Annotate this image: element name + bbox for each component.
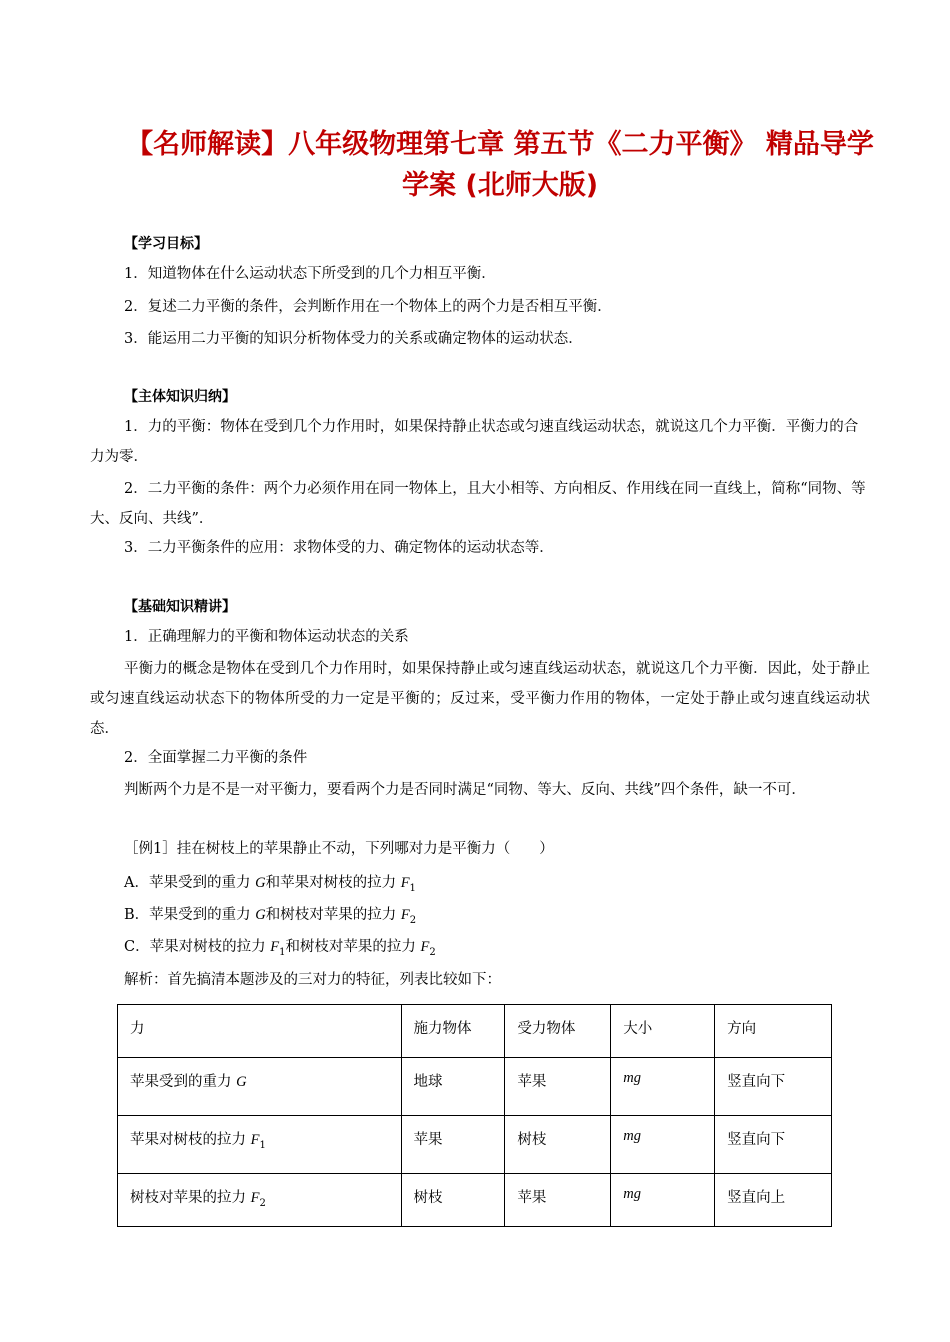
table-cell-to: 苹果 [505, 1058, 611, 1116]
table-header-cell: 大小 [611, 1005, 715, 1058]
summary-item-2: 2．二力平衡的条件：两个力必须作用在同一物体上，且大小相等、方向相反、作用线在同一直线上，简称“同物、等大、反向、共线”． [90, 481, 866, 527]
table-cell-force: 苹果受到的重力 G [118, 1058, 402, 1116]
table-cell-from: 地球 [401, 1058, 505, 1116]
goal-item-2: 2．复述二力平衡的条件，会判断作用在一个物体上的两个力是否相互平衡． [124, 299, 612, 315]
basics-subheading-2: 2．全面掌握二力平衡的条件 [124, 750, 308, 766]
table-cell-size: mg [611, 1058, 715, 1116]
table-cell-direction: 竖直向下 [715, 1058, 832, 1116]
summary-item-3: 3．二力平衡条件的应用：求物体受的力、确定物体的运动状态等． [124, 540, 554, 556]
option-a: A．苹果受到的重力 G和苹果对树枝的拉力 $F_1$ [124, 875, 416, 894]
section-heading-basics: 【基础知识精讲】 [124, 599, 236, 615]
page-title: 【名师解读】八年级物理第七章 第五节《二力平衡》 精品导学学案 (北师大版) [126, 129, 874, 201]
summary-item-1: 1．力的平衡：物体在受到几个力作用时，如果保持静止状态或匀速直线运动状态，就说这几个力平衡．平衡力的合力为零． [90, 419, 859, 465]
table-cell-from: 树枝 [401, 1174, 505, 1227]
option-c: C．苹果对树枝的拉力 $F_1$和树枝对苹果的拉力 $F_2$ [124, 939, 436, 958]
table-cell-direction: 竖直向下 [715, 1116, 832, 1174]
table-cell-to: 树枝 [505, 1116, 611, 1174]
table-header-cell: 力 [118, 1005, 402, 1058]
table-header-cell: 方向 [715, 1005, 832, 1058]
table-header-row [118, 1005, 832, 1058]
goal-item-1: 1．知道物体在什么运动状态下所受到的几个力相互平衡． [124, 266, 496, 282]
table-cell-force: 苹果对树枝的拉力 $F_1$ [118, 1116, 402, 1174]
table-header-cell: 受力物体 [505, 1005, 611, 1058]
goal-item-3: 3．能运用二力平衡的知识分析物体受力的关系或确定物体的运动状态． [124, 331, 583, 347]
analysis-text: 解析：首先搞清本题涉及的三对力的特征，列表比较如下： [124, 972, 501, 988]
table-cell-to: 苹果 [505, 1174, 611, 1227]
table-header-cell: 施力物体 [401, 1005, 505, 1058]
table-cell-size: mg [611, 1174, 715, 1227]
section-heading-goals: 【学习目标】 [124, 236, 208, 252]
basics-paragraph-2: 判断两个力是不是一对平衡力，要看两个力是否同时满足“同物、等大、反向、共线”四个条件，缺一不可． [124, 782, 806, 798]
table-cell-force: 树枝对苹果的拉力 $F_2$ [118, 1174, 402, 1227]
table-cell-direction: 竖直向上 [715, 1174, 832, 1227]
section-heading-summary: 【主体知识归纳】 [124, 389, 236, 405]
table-cell-from: 苹果 [401, 1116, 505, 1174]
table-row [118, 1174, 832, 1227]
example-question: ［例1］挂在树枝上的苹果静止不动，下列哪对力是平衡力（ ） [124, 841, 554, 857]
basics-subheading-1: 1．正确理解力的平衡和物体运动状态的关系 [124, 629, 409, 645]
option-b: B．苹果受到的重力 G和树枝对苹果的拉力 $F_2$ [124, 907, 417, 926]
table-row [118, 1058, 832, 1116]
table-cell-size: mg [611, 1116, 715, 1174]
comparison-table [117, 1004, 832, 1227]
table-row [118, 1116, 832, 1174]
basics-paragraph-1: 平衡力的概念是物体在受到几个力作用时，如果保持静止或匀速直线运动状态，就说这几个力平衡．因此，处于静止或匀速直线运动状态下的物体所受的力一定是平衡的；反过来，受平衡力作用的物体，一定处于静止或匀速直线运动状态． [90, 661, 870, 737]
